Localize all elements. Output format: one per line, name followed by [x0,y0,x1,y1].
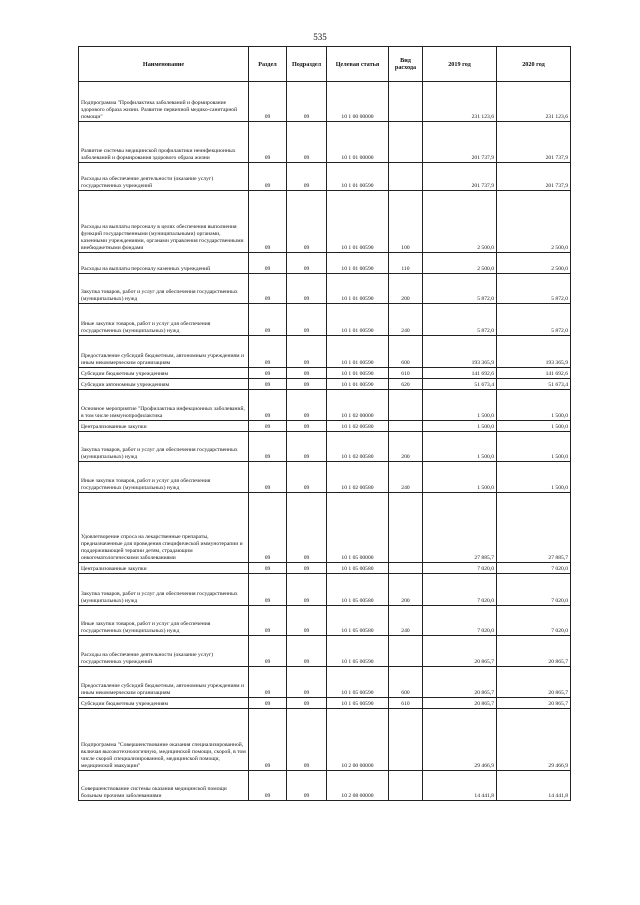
cell-2020: 7 020,0 [497,563,571,574]
cell-expense-type [389,709,423,771]
cell-2020: 201 737,9 [497,163,571,191]
table-row [79,606,571,636]
cell-name: Субсидии бюджетным учреждениям [79,698,249,709]
cell-target: 10 1 05 00590 [327,667,389,698]
cell-name: Подпрограмма "Совершенствование оказания специализированной, включая высокотехнологичную, медицинской помощи, скорой, в том числе скорой специализированной, медицинской помощи, медицинской эвакуации" [79,709,249,771]
header-2020: 2020 год [497,47,571,82]
cell-subsection: 09 [287,191,327,253]
cell-name: Субсидии бюджетным учреждениям [79,368,249,379]
table-row [79,191,571,253]
header-expense-type: Вид расхода [389,47,423,82]
cell-2020: 1 500,0 [497,432,571,462]
cell-subsection: 09 [287,274,327,304]
cell-2019: 20 865,7 [423,667,497,698]
cell-name: Иные закупки товаров, работ и услуг для обеспечения государственных (муниципальных) нужд [79,606,249,636]
cell-target: 10 1 05 00580 [327,563,389,574]
cell-subsection: 09 [287,563,327,574]
cell-2020: 27 885,7 [497,493,571,563]
table-header-row [79,47,571,82]
table-row [79,390,571,421]
table-row [79,274,571,304]
cell-subsection: 09 [287,698,327,709]
table-row [79,563,571,574]
table-row [79,667,571,698]
cell-section: 09 [249,304,287,336]
cell-expense-type: 240 [389,606,423,636]
cell-expense-type: 100 [389,191,423,253]
table-row [79,336,571,368]
cell-2019: 1 500,0 [423,462,497,493]
cell-section: 09 [249,368,287,379]
header-section: Раздел [249,47,287,82]
table-row [79,304,571,336]
cell-section: 09 [249,336,287,368]
header-subsection: Подраздел [287,47,327,82]
cell-section: 09 [249,667,287,698]
cell-section: 09 [249,421,287,432]
cell-target: 10 1 05 00590 [327,698,389,709]
cell-2020: 2 500,0 [497,253,571,274]
cell-target: 10 2 00 00000 [327,709,389,771]
cell-expense-type [389,563,423,574]
cell-2020: 1 500,0 [497,421,571,432]
cell-target: 10 1 01 00590 [327,253,389,274]
cell-2020: 51 673,4 [497,379,571,390]
cell-2020: 14 441,8 [497,771,571,801]
table-row [79,421,571,432]
cell-subsection: 09 [287,432,327,462]
cell-section: 09 [249,709,287,771]
cell-expense-type: 240 [389,304,423,336]
cell-expense-type: 600 [389,667,423,698]
cell-expense-type [389,421,423,432]
table-row [79,574,571,606]
cell-target: 10 1 05 00580 [327,574,389,606]
cell-target: 10 1 01 00590 [327,191,389,253]
cell-name: Расходы на обеспечение деятельности (оказание услуг) государственных учреждений [79,163,249,191]
cell-subsection: 09 [287,421,327,432]
cell-subsection: 09 [287,462,327,493]
cell-target: 10 2 08 00000 [327,771,389,801]
header-target: Целевая статья [327,47,389,82]
cell-section: 09 [249,122,287,163]
cell-2019: 27 885,7 [423,493,497,563]
cell-2019: 201 737,9 [423,122,497,163]
cell-2019: 201 737,9 [423,163,497,191]
cell-expense-type: 240 [389,462,423,493]
cell-target: 10 1 00 00000 [327,82,389,122]
cell-section: 09 [249,253,287,274]
cell-expense-type: 620 [389,379,423,390]
cell-2020: 20 865,7 [497,667,571,698]
table-row [79,82,571,122]
cell-name: Расходы на выплаты персоналу в целях обеспечения выполнения функций государственными (муниципальными) органами, казенными учреждениями, органами управления государственными внебюджетными фондами [79,191,249,253]
cell-section: 09 [249,390,287,421]
cell-2019: 141 692,6 [423,368,497,379]
cell-2020: 5 872,0 [497,274,571,304]
cell-section: 09 [249,636,287,667]
cell-subsection: 09 [287,122,327,163]
cell-subsection: 09 [287,667,327,698]
table-row [79,771,571,801]
cell-subsection: 09 [287,493,327,563]
budget-table [78,46,571,801]
cell-name: Субсидии автономным учреждениям [79,379,249,390]
cell-target: 10 1 01 00590 [327,336,389,368]
header-name: Наименование [79,47,249,82]
cell-2020: 7 020,0 [497,606,571,636]
cell-expense-type: 600 [389,336,423,368]
cell-name: Удовлетворение спроса на лекарственные препараты, предназначенные для проведения специфической иммунотерапии и поддерживающей терапии детям, страдающим онкогематологическими заболеваниями [79,493,249,563]
cell-subsection: 09 [287,636,327,667]
cell-name: Основное мероприятие "Профилактика инфекционных заболеваний, в том числе иммунопрофилактика [79,390,249,421]
cell-2019: 29 466,9 [423,709,497,771]
cell-expense-type [389,636,423,667]
cell-subsection: 09 [287,390,327,421]
cell-2019: 7 020,0 [423,563,497,574]
cell-subsection: 09 [287,336,327,368]
cell-2019: 7 020,0 [423,606,497,636]
cell-subsection: 09 [287,253,327,274]
cell-subsection: 09 [287,163,327,191]
cell-section: 09 [249,771,287,801]
cell-subsection: 09 [287,771,327,801]
cell-expense-type: 200 [389,274,423,304]
cell-expense-type [389,771,423,801]
cell-2020: 1 500,0 [497,462,571,493]
cell-subsection: 09 [287,82,327,122]
cell-name: Централизованные закупки [79,421,249,432]
cell-name: Предоставление субсидий бюджетным, автономным учреждениям и иным некоммерческим организациям [79,336,249,368]
cell-section: 09 [249,274,287,304]
table-row [79,698,571,709]
table-row [79,462,571,493]
cell-2019: 2 500,0 [423,253,497,274]
cell-2019: 7 020,0 [423,574,497,606]
cell-2020: 193 365,9 [497,336,571,368]
cell-target: 10 1 01 00590 [327,368,389,379]
cell-target: 10 1 01 00590 [327,274,389,304]
cell-2019: 5 872,0 [423,274,497,304]
cell-expense-type: 200 [389,574,423,606]
cell-2019: 20 865,7 [423,636,497,667]
cell-expense-type [389,493,423,563]
cell-2019: 193 365,9 [423,336,497,368]
cell-2019: 51 673,4 [423,379,497,390]
table-row [79,368,571,379]
cell-target: 10 1 02 00580 [327,421,389,432]
cell-expense-type: 200 [389,432,423,462]
cell-section: 09 [249,163,287,191]
table-row [79,163,571,191]
cell-2019: 231 123,6 [423,82,497,122]
header-2019: 2019 год [423,47,497,82]
cell-target: 10 1 05 00580 [327,606,389,636]
cell-section: 09 [249,574,287,606]
cell-target: 10 1 01 00000 [327,122,389,163]
cell-target: 10 1 05 00590 [327,636,389,667]
cell-2020: 29 466,9 [497,709,571,771]
cell-section: 09 [249,82,287,122]
cell-subsection: 09 [287,304,327,336]
table-body [79,82,571,801]
cell-name: Закупка товаров, работ и услуг для обеспечения государственных (муниципальных) нужд [79,274,249,304]
cell-subsection: 09 [287,368,327,379]
cell-2019: 14 441,8 [423,771,497,801]
cell-subsection: 09 [287,709,327,771]
cell-section: 09 [249,606,287,636]
cell-name: Расходы на обеспечение деятельности (оказание услуг) государственных учреждений [79,636,249,667]
cell-expense-type: 610 [389,698,423,709]
cell-2020: 201 737,9 [497,122,571,163]
table-row [79,122,571,163]
cell-expense-type: 110 [389,253,423,274]
cell-name: Централизованные закупки [79,563,249,574]
cell-2019: 20 865,7 [423,698,497,709]
cell-section: 09 [249,493,287,563]
cell-expense-type: 610 [389,368,423,379]
cell-name: Предоставление субсидий бюджетным, автономным учреждениям и иным некоммерческим организациям [79,667,249,698]
cell-section: 09 [249,698,287,709]
cell-2019: 5 872,0 [423,304,497,336]
cell-expense-type [389,82,423,122]
cell-name: Расходы на выплаты персоналу казенных учреждений [79,253,249,274]
table-row [79,709,571,771]
table-row [79,636,571,667]
cell-2020: 1 500,0 [497,390,571,421]
cell-2020: 231 123,6 [497,82,571,122]
cell-2019: 1 500,0 [423,421,497,432]
cell-2020: 5 872,0 [497,304,571,336]
cell-section: 09 [249,563,287,574]
table-row [79,379,571,390]
cell-section: 09 [249,462,287,493]
cell-2020: 20 865,7 [497,698,571,709]
cell-target: 10 1 02 00580 [327,462,389,493]
cell-subsection: 09 [287,379,327,390]
cell-name: Подпрограмма "Профилактика заболеваний и формирование здорового образа жизни. Развитие первичной медико-санитарной помощи" [79,82,249,122]
cell-name: Развитие системы медицинской профилактики неинфекционных заболеваний и формирования здорового образа жизни [79,122,249,163]
table-row [79,253,571,274]
cell-expense-type [389,163,423,191]
cell-target: 10 1 02 00000 [327,390,389,421]
table-row [79,432,571,462]
page-number: 535 [313,32,327,42]
cell-target: 10 1 01 00590 [327,304,389,336]
cell-name: Закупка товаров, работ и услуг для обеспечения государственных (муниципальных) нужд [79,574,249,606]
cell-2019: 1 500,0 [423,432,497,462]
cell-name: Иные закупки товаров, работ и услуг для обеспечения государственных (муниципальных) нужд [79,462,249,493]
cell-2020: 7 020,0 [497,574,571,606]
table-row [79,493,571,563]
cell-2019: 2 500,0 [423,191,497,253]
cell-target: 10 1 01 00590 [327,379,389,390]
cell-subsection: 09 [287,606,327,636]
cell-name: Совершенствование системы оказания медицинской помощи больным прочими заболеваниями [79,771,249,801]
cell-2020: 20 865,7 [497,636,571,667]
cell-target: 10 1 05 00000 [327,493,389,563]
cell-section: 09 [249,191,287,253]
cell-name: Закупка товаров, работ и услуг для обеспечения государственных (муниципальных) нужд [79,432,249,462]
cell-target: 10 1 02 00580 [327,432,389,462]
cell-section: 09 [249,379,287,390]
cell-section: 09 [249,432,287,462]
cell-2020: 141 692,6 [497,368,571,379]
cell-expense-type [389,390,423,421]
cell-subsection: 09 [287,574,327,606]
cell-target: 10 1 01 00590 [327,163,389,191]
cell-2019: 1 500,0 [423,390,497,421]
cell-expense-type [389,122,423,163]
cell-2020: 2 500,0 [497,191,571,253]
cell-name: Иные закупки товаров, работ и услуг для обеспечения государственных (муниципальных) нужд [79,304,249,336]
